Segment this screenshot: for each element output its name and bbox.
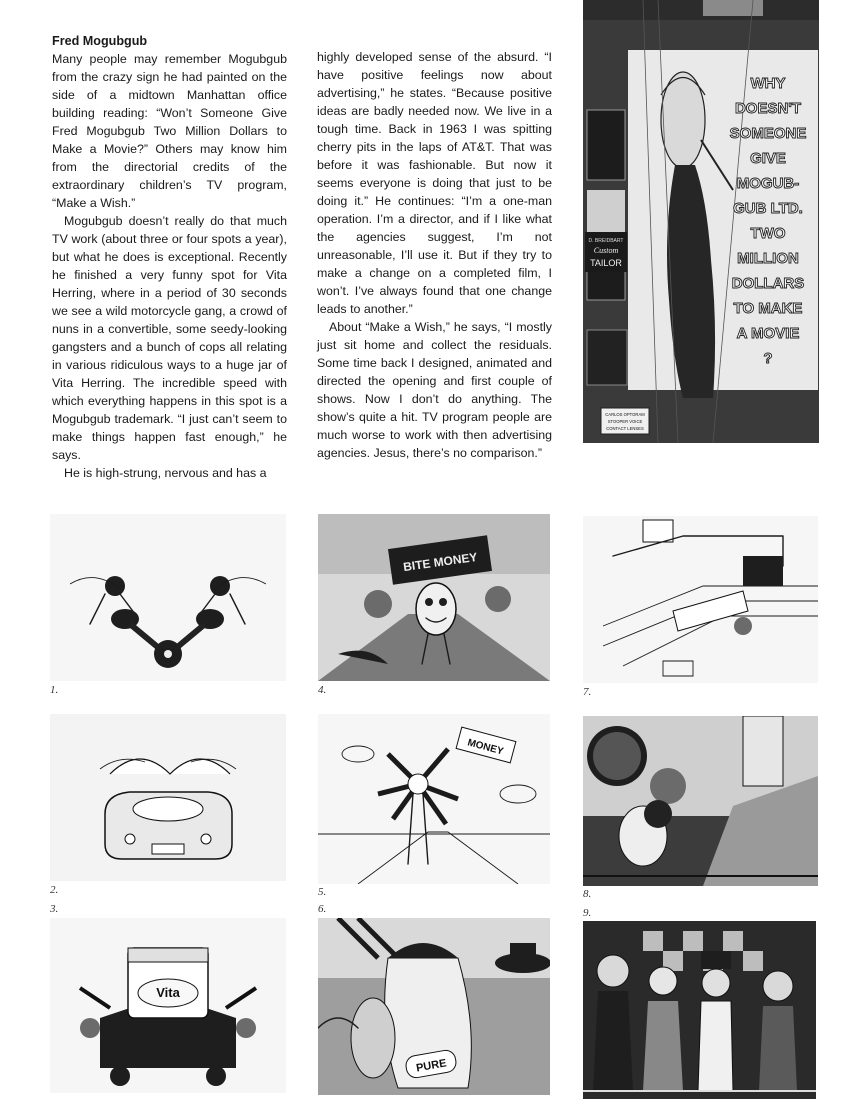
billboard-sign-line: ? [763,350,773,367]
storyboard-frame-6 [318,918,550,1095]
door-sign-line-3: CONTACT LENSES [606,426,644,431]
billboard-sign-line: TO MAKE [733,300,803,317]
billboard-sign-line: SOMEONE [729,125,807,142]
door-sign-line-2: STOOPER VOICE [607,419,643,424]
storyboard-frame-8 [583,716,818,886]
paragraph: About “Make a Wish,” he says, “I mostly just sit home and collect the residuals. Some time back I designed, animated and directed the opening and first couple of shows. Now I don’t do anything. The show’s quite a hit. TV program people are much worse to work with then advertising agencies. Jesus, there’s no comparison.” [317,320,552,460]
storyboard-frame-1 [50,514,286,681]
billboard-sign-line: MILLION [737,250,799,267]
shop-sign-line-3: TAILOR [590,258,622,268]
caption-9: 9. [583,907,592,919]
caption-1: 1. [50,684,59,696]
article-column-1 [52,32,287,482]
article-column-2 [317,48,552,462]
billboard-sign-line: DOLLARS [731,275,805,292]
billboard-sign-line: GIVE [750,150,786,167]
paragraph: Mogubgub doesn’t really do that much TV work (about three or four spots a year), but what he does is exceptional. Recently he finished a very funny spot for Vita Herring, where in a period of 30 seconds we see a wild motorcycle gang, a crowd of nuns in a convertible, some seedy-looking gangsters and a bunch of cops all relating in various ridiculous ways to a huge jar of Vita Herring. The incredible speed with which everything happens in this spot is a Mogubgub trademark. “I just can’t seem to make things happen fast enough,” he says. [52,214,287,462]
billboard-sign-line: WHY [750,75,786,92]
billboard-sign-line: A MOVIE [736,325,800,342]
paragraph: He is high-strung, nervous and has a [64,466,267,480]
storyboard-frame-2 [50,714,286,881]
door-sign-line-1: CARLOS OPTORAM [605,412,645,417]
billboard-4-text: BITE MONEY [402,549,479,575]
billboard-photo [583,0,819,443]
billboard-sign-line: MOGUB- [736,175,800,192]
storyboard-frame-5 [318,714,550,884]
storyboard-frame-9 [583,921,816,1099]
paragraph: Many people may remember Mogubgub from the crazy sign he had painted on the side of a midtown Manhattan office building reading: “Won’t Someone Give Fred Mogubgub Two Million Dollars to Make a Movie?” Others may know him from the directorial credits of the extraordinary children’s TV program, “Make a Wish.” [52,52,287,210]
label-6-text: PURE [415,1057,448,1075]
caption-2: 2. [50,884,59,896]
billboard-sign-line: DOESN'T [734,100,802,117]
storyboard-frame-4 [318,514,550,681]
billboard-sign-line: GUB LTD. [733,200,803,217]
caption-4: 4. [318,684,327,696]
caption-5: 5. [318,886,327,898]
shop-sign-line-1: D. BREIDBART [588,238,624,244]
caption-3: 3. [50,903,59,915]
paragraph: highly developed sense of the absurd. “I have positive feelings now about advertising,” he states. “Because positive ideas are badly needed now. We live in a tough time. Back in 1963 I was spitting cherry pits in the laps of AT&T. That was before it was fashionable. But now it seems everyone is doing that just to be doing it.” He continues: “I’m a one-man operation. I’m a director, and if I like what the agencies suggest, I’m not unreasonable, I’ll use it. But if they try to make a change on a completed film, I won’t. I’ve always found that one change leads to another.” [317,50,552,316]
caption-8: 8. [583,888,592,900]
sign-5-text: MONEY [466,737,505,758]
article-heading: Fred Mogubgub [52,34,148,48]
jar-3-text: Vita [156,985,180,1000]
caption-7: 7. [583,686,592,698]
storyboard-frame-3 [50,918,286,1093]
storyboard-frame-7 [583,516,818,683]
shop-sign-line-2: Custom [593,246,619,255]
billboard-sign-line: TWO [750,225,786,242]
caption-6: 6. [318,903,327,915]
